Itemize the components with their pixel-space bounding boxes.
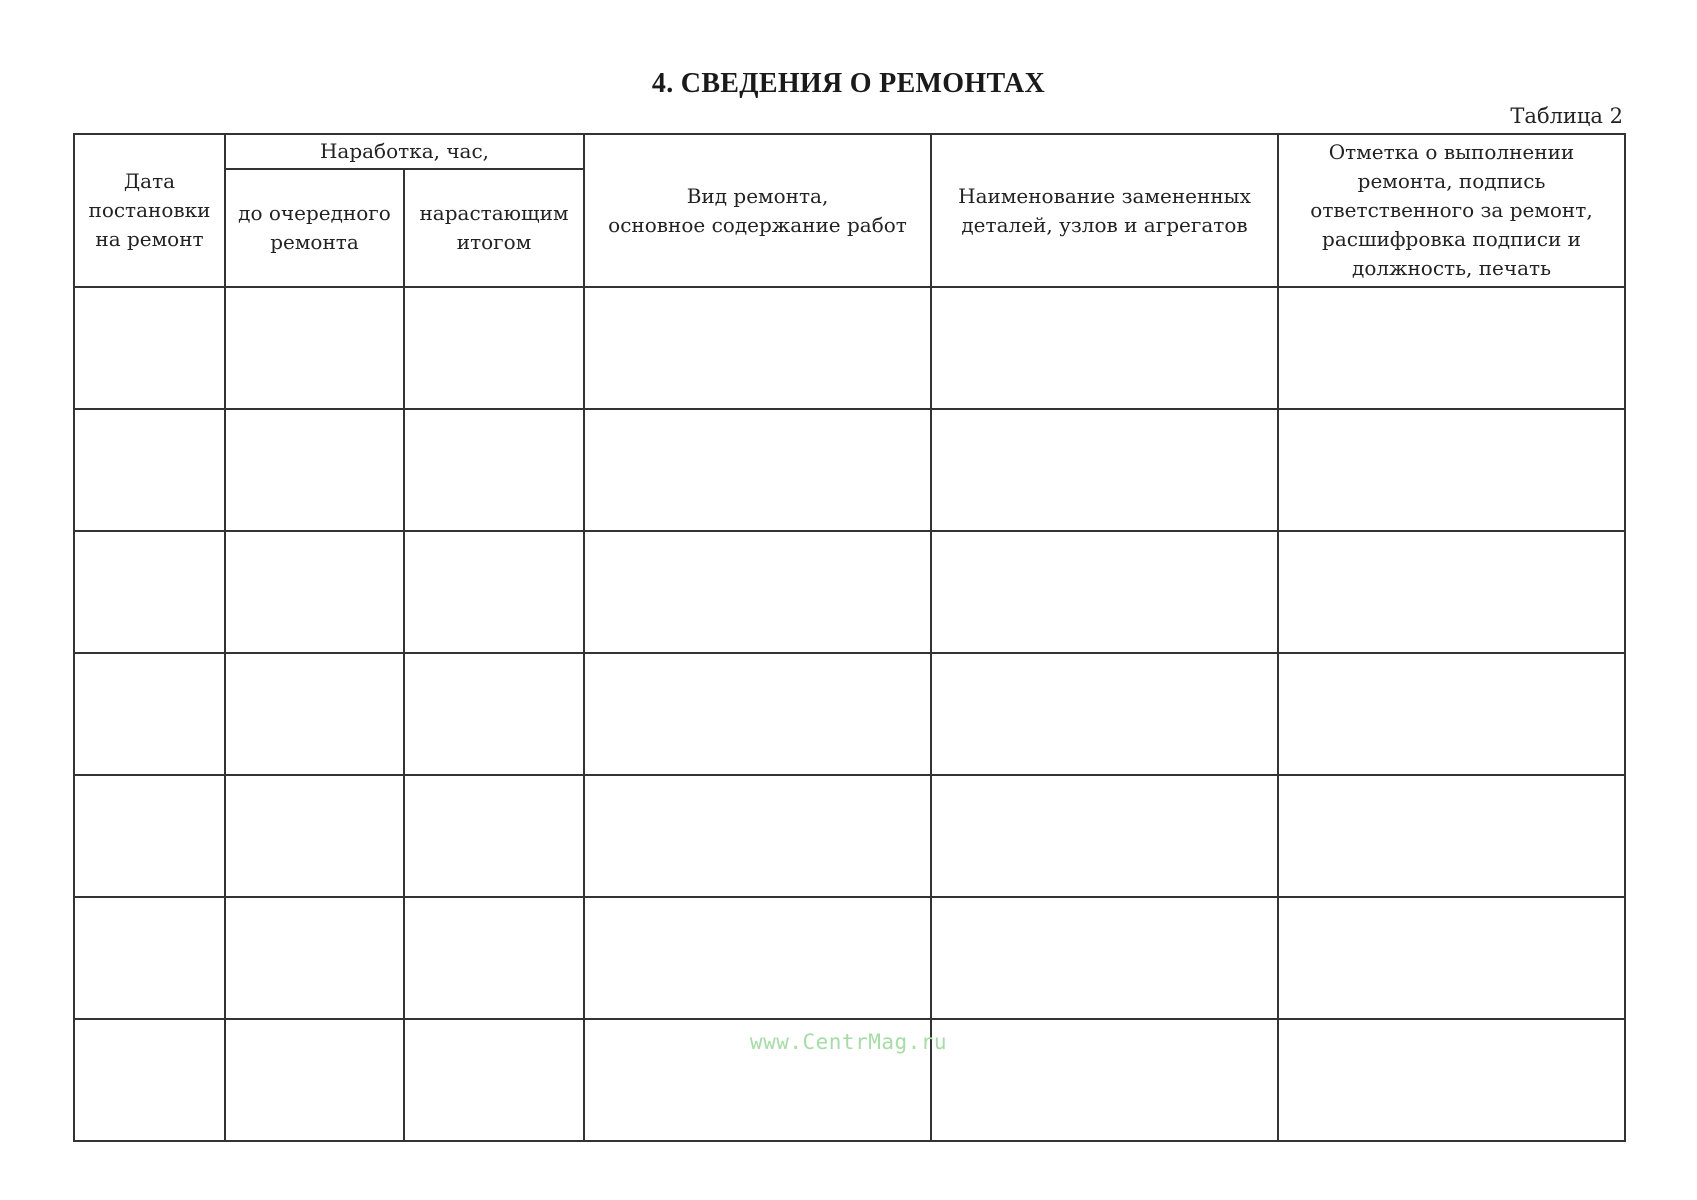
table-cell[interactable]: [584, 409, 931, 531]
table-cell[interactable]: [404, 653, 584, 775]
watermark: www.CentrMag.ru: [749, 1030, 948, 1054]
repairs-table-container: [73, 133, 1624, 1142]
page-title: 4. СВЕДЕНИЯ О РЕМОНТАХ: [651, 68, 1046, 99]
table-cell[interactable]: [1278, 409, 1625, 531]
header-repair-type: Вид ремонта, основное содержание работ: [584, 134, 931, 287]
table-cell[interactable]: [1278, 287, 1625, 409]
table-cell[interactable]: [584, 653, 931, 775]
table-cell[interactable]: [931, 653, 1278, 775]
table-row: [74, 531, 1625, 653]
table-cell[interactable]: [1278, 897, 1625, 1019]
table-row: [74, 287, 1625, 409]
table-cell[interactable]: [404, 531, 584, 653]
table-cell[interactable]: [225, 775, 404, 897]
table-cell[interactable]: [584, 531, 931, 653]
table-row: [74, 653, 1625, 775]
table-cell[interactable]: [225, 287, 404, 409]
table-cell[interactable]: [74, 653, 225, 775]
table-cell[interactable]: [404, 287, 584, 409]
table-cell[interactable]: [74, 775, 225, 897]
table-cell[interactable]: [225, 531, 404, 653]
table-cell[interactable]: [74, 409, 225, 531]
table-cell[interactable]: [404, 409, 584, 531]
table-cell[interactable]: [584, 287, 931, 409]
table-cell[interactable]: [931, 897, 1278, 1019]
table-cell[interactable]: [404, 775, 584, 897]
table-cell[interactable]: [931, 531, 1278, 653]
table-cell[interactable]: [931, 287, 1278, 409]
header-row-top: [74, 134, 1625, 169]
table-number-label: Таблица 2: [1510, 104, 1623, 128]
header-date: Дата постановки на ремонт: [74, 134, 225, 287]
table-cell[interactable]: [74, 287, 225, 409]
table-cell[interactable]: [1278, 775, 1625, 897]
repairs-table: [73, 133, 1626, 1142]
header-until-next-repair: до очередного ремонта: [225, 169, 404, 287]
table-body: [74, 287, 1625, 1141]
table-cell[interactable]: [225, 653, 404, 775]
table-row: [74, 409, 1625, 531]
table-cell[interactable]: [225, 897, 404, 1019]
table-cell[interactable]: [1278, 531, 1625, 653]
table-row: [74, 897, 1625, 1019]
table-cell[interactable]: [931, 409, 1278, 531]
table-cell[interactable]: [1278, 653, 1625, 775]
table-cell[interactable]: [74, 531, 225, 653]
table-cell[interactable]: [404, 897, 584, 1019]
header-cumulative: нарастающим итогом: [404, 169, 584, 287]
table-row: [74, 775, 1625, 897]
table-cell[interactable]: [225, 409, 404, 531]
table-header: [74, 134, 1625, 287]
table-cell[interactable]: [74, 897, 225, 1019]
table-cell[interactable]: [584, 775, 931, 897]
table-cell[interactable]: [584, 897, 931, 1019]
header-operating-time: Наработка, час,: [225, 134, 584, 169]
table-cell[interactable]: [931, 775, 1278, 897]
header-completion-mark: Отметка о выполнении ремонта, подпись ответственного за ремонт, расшифровка подписи и должность, печать: [1278, 134, 1625, 287]
header-replaced-parts: Наименование замененных деталей, узлов и агрегатов: [931, 134, 1278, 287]
